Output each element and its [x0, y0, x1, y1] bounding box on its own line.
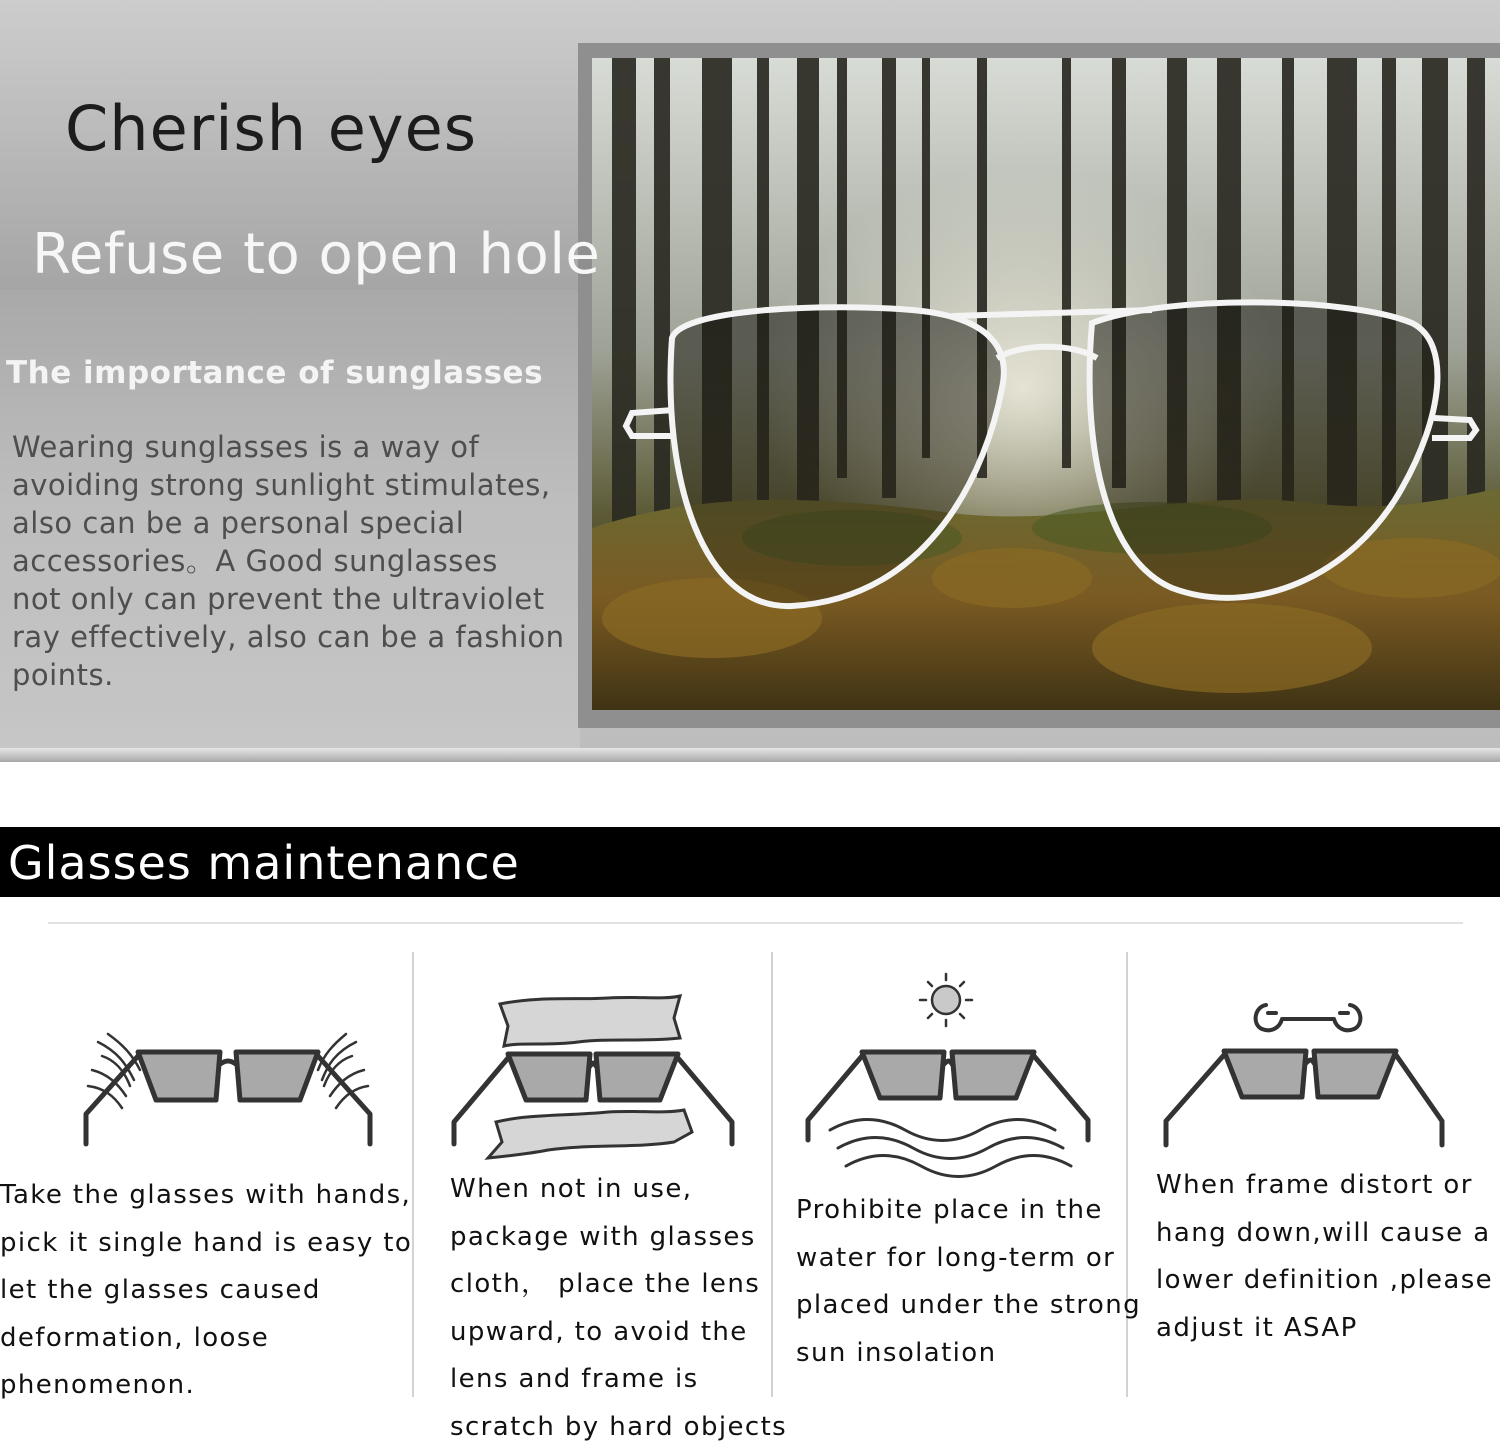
care-text-hands [0, 1172, 412, 1410]
care-line: lens and frame is [450, 1364, 699, 1394]
care-line: hang down,will cause a [1156, 1217, 1491, 1248]
importance-body [12, 428, 602, 694]
care-line: deformation, loose [0, 1322, 270, 1353]
importance-line: also can be a personal special [12, 506, 465, 540]
glasses-cloth-icon [448, 992, 738, 1162]
care-line: lower definition ,please [1156, 1265, 1494, 1295]
glasses-wrench-icon [1158, 995, 1450, 1155]
glasses-hands-icon [78, 1030, 378, 1150]
care-line: scratch by hard objects [450, 1411, 788, 1442]
care-line: When frame distort or [1156, 1170, 1473, 1200]
importance-line: avoiding strong sunlight stimulates, [12, 468, 551, 502]
importance-line: accessories。A Good sunglasses [12, 544, 498, 578]
importance-line: ray effectively, also can be a fashion [12, 620, 565, 654]
banner-divider [0, 748, 1500, 762]
care-line: upward, to avoid the [450, 1316, 748, 1347]
care-line: Take the glasses with hands, [0, 1180, 412, 1210]
banner-subtitle: Refuse to open hole [32, 222, 601, 287]
forest-photo-with-aviator-sunglasses [592, 58, 1500, 710]
care-text-cloth [450, 1166, 787, 1448]
care-line: adjust it ASAP [1156, 1312, 1358, 1343]
maintenance-title: Glasses maintenance [8, 836, 520, 890]
importance-heading: The importance of sunglasses [6, 355, 544, 391]
maintenance-divider [48, 922, 1463, 924]
care-line: When not in use, [450, 1174, 693, 1204]
banner-title: Cherish eyes [65, 92, 478, 165]
care-text-sun-water [796, 1187, 1141, 1377]
importance-line: points. [12, 658, 114, 692]
care-line: pick it single hand is easy to [0, 1227, 413, 1258]
care-line: cloth， place the lens [450, 1269, 761, 1299]
care-line: placed under the strong [796, 1290, 1142, 1320]
care-line: water for long-term or [796, 1242, 1116, 1273]
care-line: sun insolation [796, 1337, 997, 1368]
care-text-wrench [1156, 1162, 1493, 1352]
importance-line: not only can prevent the ultraviolet [12, 582, 545, 616]
care-line: let the glasses caused [0, 1275, 321, 1305]
importance-line: Wearing sunglasses is a way of [12, 430, 480, 464]
care-line: package with glasses [450, 1221, 756, 1252]
column-divider [412, 952, 414, 1397]
glasses-sun-water-icon [800, 970, 1092, 1180]
forest-scene-illustration [592, 58, 1500, 710]
care-line: Prohibite place in the [796, 1195, 1103, 1225]
care-line: phenomenon. [0, 1370, 196, 1400]
